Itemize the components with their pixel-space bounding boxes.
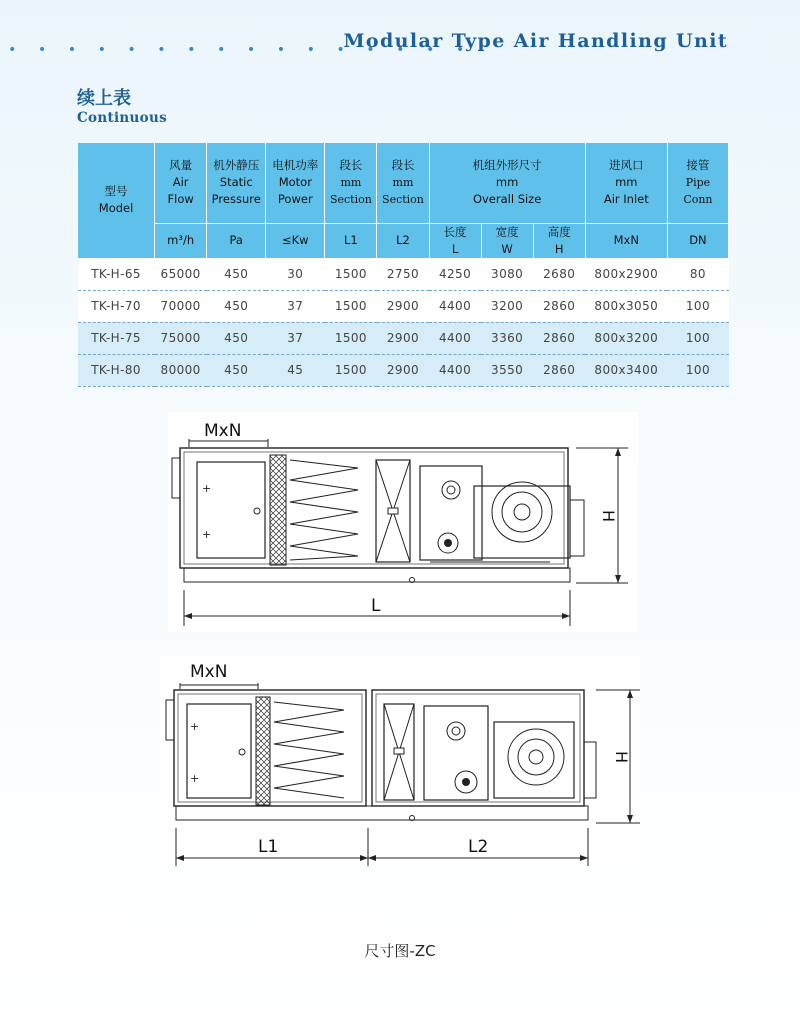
col-header-height: 高度 H: [533, 223, 585, 258]
cell-width: 3080: [481, 258, 533, 290]
unit-airflow: m³/h: [155, 223, 207, 258]
col-header-conn: 接管 Pipe Conn: [667, 143, 728, 223]
cell-model: TK-H-80: [78, 354, 155, 386]
cell-power: 45: [266, 354, 325, 386]
cell-inlet: 800x2900: [585, 258, 667, 290]
table-row: [78, 258, 729, 290]
col-header-width: 宽度 W: [481, 223, 533, 258]
svg-text:+: +: [190, 720, 200, 733]
unit-pressure: Pa: [207, 223, 266, 258]
unit-conn: DN: [667, 223, 728, 258]
cell-inlet: 800x3200: [585, 322, 667, 354]
header-title: Modular Type Air Handling Unit: [343, 30, 728, 52]
cell-l1: 1500: [325, 290, 377, 322]
svg-text:+: +: [190, 772, 200, 785]
section-title-en: Continuous: [77, 110, 167, 126]
svg-text:+: +: [202, 482, 212, 495]
col-header-pressure: 机外静压 Static Pressure: [207, 143, 266, 223]
cell-length: 4400: [429, 290, 481, 322]
unit-power: ≤Kw: [266, 223, 325, 258]
cell-height: 2860: [533, 290, 585, 322]
cell-width: 3550: [481, 354, 533, 386]
unit-drawing-split: [160, 656, 640, 870]
unit-l1: L1: [325, 223, 377, 258]
svg-text:+: +: [202, 528, 212, 541]
col-header-length: 长度 L: [429, 223, 481, 258]
cell-conn: 100: [667, 354, 728, 386]
cell-height: 2860: [533, 322, 585, 354]
cell-airflow: 80000: [155, 354, 207, 386]
table-row: [78, 290, 729, 322]
cell-l1: 1500: [325, 354, 377, 386]
cell-power: 37: [266, 290, 325, 322]
cell-height: 2860: [533, 354, 585, 386]
col-header-overall-size: 机组外形尺寸 mm Overall Size: [429, 143, 585, 223]
cell-l2: 2900: [377, 354, 429, 386]
cell-l1: 1500: [325, 322, 377, 354]
cell-airflow: 70000: [155, 290, 207, 322]
cell-length: 4400: [429, 322, 481, 354]
cell-l1: 1500: [325, 258, 377, 290]
drawing-background: [160, 656, 640, 870]
l1-label: L1: [258, 837, 279, 857]
cell-l2: 2900: [377, 322, 429, 354]
mxn-label: MxN: [204, 421, 242, 441]
cell-inlet: 800x3400: [585, 354, 667, 386]
col-header-airflow: 风量 Air Flow: [155, 143, 207, 223]
section-title-cn: 续上表: [77, 88, 131, 109]
cell-power: 37: [266, 322, 325, 354]
cell-pressure: 450: [207, 322, 266, 354]
spec-table: [77, 143, 729, 387]
cell-l2: 2750: [377, 258, 429, 290]
cell-width: 3200: [481, 290, 533, 322]
cell-conn: 100: [667, 322, 728, 354]
cell-inlet: 800x3050: [585, 290, 667, 322]
cell-height: 2680: [533, 258, 585, 290]
mxn-label: MxN: [190, 662, 228, 682]
cell-pressure: 450: [207, 258, 266, 290]
col-header-l2: 段长 mm Section: [377, 143, 429, 223]
cell-airflow: 75000: [155, 322, 207, 354]
cell-width: 3360: [481, 322, 533, 354]
header-dots: • • • • • • • • • • • • • • • •: [8, 42, 471, 58]
unit-inlet: MxN: [585, 223, 667, 258]
unit-l2: L2: [377, 223, 429, 258]
page-header: [0, 22, 800, 62]
figure-caption: 尺寸图-ZC: [364, 942, 436, 960]
cell-power: 30: [266, 258, 325, 290]
length-label: L: [371, 596, 381, 616]
cell-model: TK-H-70: [78, 290, 155, 322]
cell-length: 4400: [429, 354, 481, 386]
height-label: H: [599, 510, 618, 523]
cell-conn: 80: [667, 258, 728, 290]
cell-model: TK-H-65: [78, 258, 155, 290]
col-header-power: 电机功率 Motor Power: [266, 143, 325, 223]
filter-mesh: [256, 697, 270, 805]
cell-conn: 100: [667, 290, 728, 322]
table-row: [78, 354, 729, 386]
height-label: H: [612, 751, 631, 764]
l2-label: L2: [468, 837, 489, 857]
cell-airflow: 65000: [155, 258, 207, 290]
cell-model: TK-H-75: [78, 322, 155, 354]
cell-length: 4250: [429, 258, 481, 290]
table-row: [78, 322, 729, 354]
unit-drawing-single: [168, 412, 638, 632]
col-header-model: 型号 Model: [78, 143, 155, 258]
col-header-l1: 段长 mm Section: [325, 143, 377, 223]
cell-pressure: 450: [207, 290, 266, 322]
col-header-inlet: 进风口 mm Air Inlet: [585, 143, 667, 223]
cell-pressure: 450: [207, 354, 266, 386]
filter-mesh: [270, 455, 286, 565]
cell-l2: 2900: [377, 290, 429, 322]
